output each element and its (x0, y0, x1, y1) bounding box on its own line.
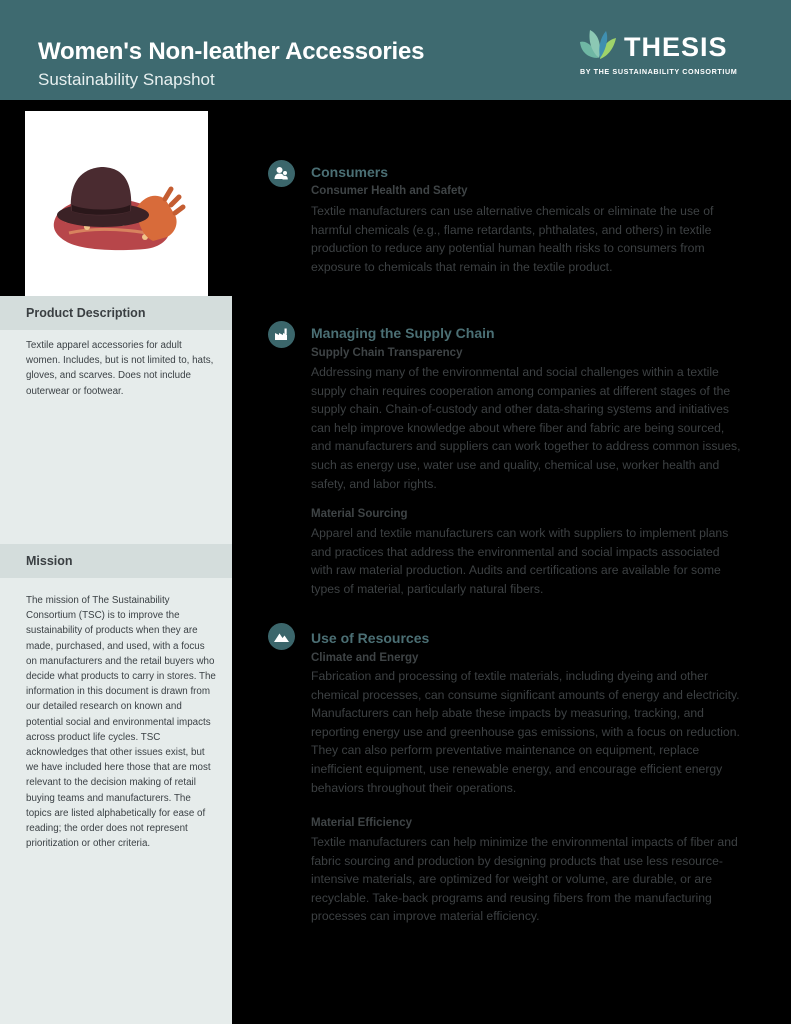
subsection-heading: Consumer Health and Safety (311, 185, 468, 197)
subsection-heading: Material Efficiency (311, 817, 412, 829)
page-subtitle: Sustainability Snapshot (38, 70, 215, 89)
page-title: Women's Non-leather Accessories (38, 38, 425, 65)
main-content (232, 100, 791, 1024)
subsection-text: Apparel and textile manufacturers can work with suppliers to implement plans and practices that address the environmental and social impacts associated with raw material production. Audits and certifications are available for some types of material, particularly natural fibers. (311, 526, 729, 596)
subsection-heading: Supply Chain Transparency (311, 347, 463, 359)
product-image (25, 111, 208, 296)
subsection-heading: Climate and Energy (311, 652, 419, 664)
product-description-heading: Product Description (0, 296, 232, 330)
subsection-text: Fabrication and processing of textile materials, including dyeing and other chemical processes, can consume significant amounts of energy and electricity. Manufacturers can help abate these impacts by measuring, tracking, and reporting energy use and greenhouse gas emissions, with a focus on reduction. They can also perform preventative maintenance on equipment, replace inefficient equipment, use renewable energy, and encourage efficient energy behaviors throughout their operations. (311, 669, 740, 795)
thesis-logo (576, 28, 746, 78)
product-description-text: Textile apparel accessories for adult women. Includes, but is not limited to, hats, gloves, and scarves. Does not include outerwear or footwear. (26, 340, 214, 397)
subsection-text: Textile manufacturers can help minimize the environmental impacts of fiber and fabric sourcing and production by designing products that use less resource-intensive materials, are optimized for weight or volume, are durable, or are recyclable. Take-back programs and reusing fibers from the manufacturing processes can improve material efficiency. (311, 835, 738, 924)
section-title-consumers: Consumers (311, 164, 389, 180)
consumer-icon (268, 160, 295, 187)
sidebar-panel (0, 296, 232, 1024)
logo-tagline: BY THE SUSTAINABILITY CONSORTIUM (580, 67, 738, 76)
section-title-resources: Use of Resources (311, 630, 430, 646)
mountain-icon (268, 623, 295, 650)
mission-text: The mission of The Sustainability Consortium (TSC) is to improve the sustainability of products when they are made, purchased, and used, with a focus on manufacturers and the retail buyers who decide what products to carry in stores. The information in this document is drawn from our detailed research on known and potential social and environmental impacts across product life cycles. TSC acknowledges that other issues exist, but we have included here those that are most relevant to the decision making of retail buying teams and manufacturers. The topics are listed alphabetically for ease of reading; the order does not represent prioritization or other criteria. (26, 595, 216, 850)
subsection-heading: Material Sourcing (311, 508, 408, 520)
leaf-logo-icon (576, 28, 622, 62)
sidebar (0, 100, 232, 1024)
subsection-text: Textile manufacturers can use alternative chemicals or eliminate the use of harmful chemicals (e.g., flame retardants, phthalates, and others) in textile production to reduce any potential human health risks to consumers from exposure to chemicals that remain in the textile product. (311, 204, 714, 274)
mission-heading: Mission (0, 544, 232, 578)
page-header (0, 0, 791, 100)
section-title-supply-chain: Managing the Supply Chain (311, 325, 495, 341)
logo-brand: THESIS (624, 32, 728, 62)
subsection-text: Addressing many of the environmental and social challenges within a textile supply chain requires cooperation among companies at different stages of the supply chain. Chain-of-custody and other data-sharing systems and initiatives can help improve knowledge about where fiber and fabric are being sourced, and manufacturers and suppliers can work together to address common issues, such as energy use, water use and quality, chemical use, worker health and safety, and labor rights. (311, 365, 741, 491)
factory-icon (268, 321, 295, 348)
